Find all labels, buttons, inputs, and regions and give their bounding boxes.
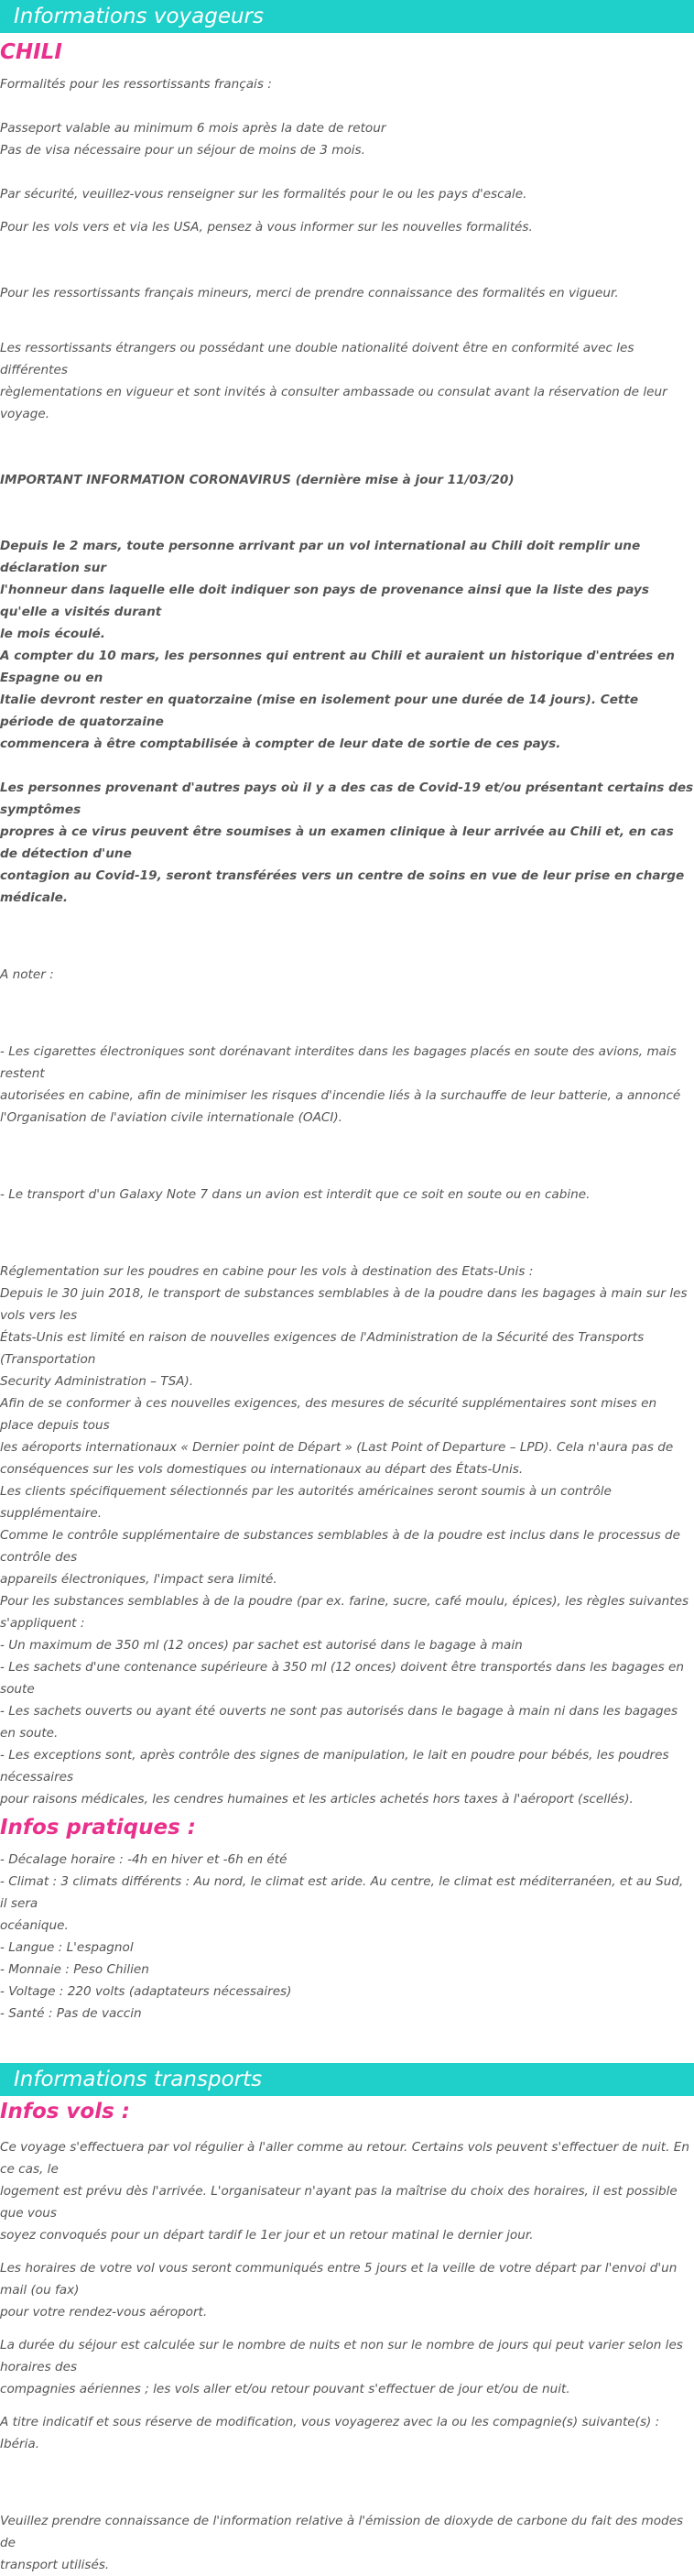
vols-p5-line: transport utilisés. [0,2558,110,2572]
poudres-line: appareils électroniques, l'impact sera limité. [0,1572,277,1587]
poudres-line: Comme le contrôle supplémentaire de substances semblables à de la poudre est inclus dans le processus de contrôle des [0,1528,681,1565]
pratiques-line: océanique. [0,1918,69,1933]
poudres-line: conséquences sur les vols domestiques ou internationaux au départ des États-Unis. [0,1462,524,1477]
pratiques-line: - Santé : Pas de vaccin [0,2006,142,2021]
poudres-line: Les clients spécifiquement sélectionnés par les autorités américaines seront soumis à un contrôle supplémentaire. [0,1484,612,1521]
corona-2-line-1: A compter du 10 mars, les personnes qui entrent au Chili et auraient un historique d'entrées en Espagne ou en [0,649,675,685]
pratiques-line: - Climat : 3 climats différents : Au nord, le climat est aride. Au centre, le climat est méditerranéen, et au Sud, il sera [0,1874,684,1911]
etrangers-line-2: règlementations en vigueur et sont invités à consulter ambassade ou consulat avant la réservation de leur voyage. [0,385,667,421]
poudres-line: - Les exceptions sont, après contrôle des signes de manipulation, le lait en poudre pour bébés, les poudres nécessaires [0,1748,669,1785]
corona-2-line-3: commencera à être comptabilisée à compter de leur date de sortie de ces pays. [0,737,561,751]
poudres-line: Security Administration – TSA). [0,1374,194,1389]
corona-1-line-1: Depuis le 2 mars, toute personne arrivant par un vol international au Chili doit remplir une déclaration sur [0,539,641,575]
pratiques-line: - Voltage : 220 volts (adaptateurs nécessaires) [0,1984,292,1999]
infos-pratiques-list [0,1849,694,2025]
poudres-text [0,1261,694,1810]
vols-p2-line: pour votre rendez-vous aéroport. [0,2305,208,2319]
etrangers-line-1: Les ressortissants étrangers ou possédant une double nationalité doivent être en conformité avec les différentes [0,341,634,377]
cigarettes-text [0,1041,694,1129]
vols-paragraph-2 [0,2257,694,2323]
poudres-line: pour raisons médicales, les cendres humaines et les articles achetés hors taxes à l'aéroport (scellés). [0,1792,634,1806]
poudres-line: Afin de se conformer à ces nouvelles exigences, des mesures de sécurité supplémentaires sont mises en place depuis tous [0,1396,657,1433]
vols-paragraph-5 [0,2510,694,2576]
vols-paragraph-4: A titre indicatif et sous réserve de modification, vous voyagerez avec la ou les compagnie(s) suivante(s) : Ibéria. [0,2415,660,2451]
pratiques-line: - Langue : L'espagnol [0,1940,134,1955]
passeport-text: Passeport valable au minimum 6 mois après la date de retour [0,121,386,136]
visa-text: Pas de visa nécessaire pour un séjour de moins de 3 mois. [0,143,365,158]
cig-line-1: - Les cigarettes électroniques sont dorénavant interdites dans les bagages placés en soute des avions, mais restent [0,1044,677,1081]
poudres-line: États-Unis est limité en raison de nouvelles exigences de l'Administration de la Sécurité des Transports (Transportation [0,1330,645,1367]
vols-paragraph-1 [0,2136,694,2246]
poudres-line: Réglementation sur les poudres en cabine pour les vols à destination des Etats-Unis : [0,1264,534,1279]
coronavirus-paragraph-2 [0,777,694,909]
corona-3-line-2: propres à ce virus peuvent être soumises à un examen clinique à leur arrivée au Chili et, en cas de détection d'une [0,824,674,861]
corona-1-line-3: le mois écoulé. [0,627,105,641]
vols-p5-line: Veuillez prendre connaissance de l'information relative à l'émission de dioxyde de carbone du fait des modes de [0,2514,684,2550]
poudres-line: - Un maximum de 350 ml (12 onces) par sachet est autorisé dans le bagage à main [0,1638,523,1653]
country-title: CHILI [0,40,62,64]
poudres-line: les aéroports internationaux « Dernier point de Départ » (Last Point of Departure – LPD). Cela n'aura pas de [0,1440,674,1455]
corona-3-line-1: Les personnes provenant d'autres pays où il y a des cas de Covid-19 et/ou présentant certains des symptômes [0,780,694,817]
section-voyageurs-header: Informations voyageurs [0,0,694,33]
corona-2-line-2: Italie devront rester en quatorzaine (mise en isolement pour une durée de 14 jours). Cette période de quatorzaine [0,693,639,729]
escale-text: Par sécurité, veuillez-vous renseigner sur les formalités pour le ou les pays d'escale. [0,187,527,202]
vols-paragraph-3 [0,2334,694,2400]
pratiques-line: - Monnaie : Peso Chilien [0,1962,149,1977]
poudres-line: Depuis le 30 juin 2018, le transport de substances semblables à de la poudre dans les bagages à main sur les vols vers les [0,1286,688,1323]
infos-vols-title: Infos vols : [0,2100,131,2123]
vols-p1-line: logement est prévu dès l'arrivée. L'organisateur n'ayant pas la maîtrise du choix des horaires, il est possible que vous [0,2184,678,2221]
corona-3-line-3: contagion au Covid-19, seront transférées vers un centre de soins en vue de leur prise en charge médicale. [0,868,685,905]
section-transports-header: Informations transports [0,2063,694,2096]
a-noter-label: A noter : [0,967,54,982]
corona-1-line-2: l'honneur dans laquelle elle doit indiquer son pays de provenance ainsi que la liste des pays qu'elle a visités durant [0,583,649,619]
mineurs-text: Pour les ressortissants français mineurs, merci de prendre connaissance des formalités en vigueur. [0,286,619,300]
poudres-line: - Les sachets d'une contenance supérieure à 350 ml (12 onces) doivent être transportés dans les bagages en soute [0,1660,684,1697]
vols-p3-line: La durée du séjour est calculée sur le nombre de nuits et non sur le nombre de jours qui peut varier selon les horaires des [0,2338,683,2374]
vols-p2-line: Les horaires de votre vol vous seront communiqués entre 5 jours et la veille de votre départ par l'envoi d'un mail (ou fax) [0,2261,678,2298]
formalites-intro: Formalités pour les ressortissants français : [0,77,272,92]
cig-line-3: l'Organisation de l'aviation civile internationale (OACI). [0,1110,343,1125]
galaxy-note-text: - Le transport d'un Galaxy Note 7 dans un avion est interdit que ce soit en soute ou en cabine. [0,1187,591,1202]
poudres-line: - Les sachets ouverts ou ayant été ouverts ne sont pas autorisés dans le bagage à main ni dans les bagages en soute. [0,1704,678,1741]
vols-p1-line: soyez convoqués pour un départ tardif le 1er jour et un retour matinal le dernier jour. [0,2228,534,2243]
poudres-line: Pour les substances semblables à de la poudre (par ex. farine, sucre, café moulu, épices), les règles suivantes s'appliquent : [0,1594,689,1631]
usa-text: Pour les vols vers et via les USA, pensez à vous informer sur les nouvelles formalités. [0,220,533,235]
infos-pratiques-title: Infos pratiques : [0,1816,196,1839]
cig-line-2: autorisées en cabine, afin de minimiser les risques d'incendie liés à la surchauffe de leur batterie, a annoncé [0,1088,681,1103]
pratiques-line: - Décalage horaire : -4h en hiver et -6h en été [0,1852,287,1867]
vols-p3-line: compagnies aériennes ; les vols aller et/ou retour pouvant s'effectuer de jour et/ou de nuit. [0,2382,570,2396]
vols-p1-line: Ce voyage s'effectuera par vol régulier à l'aller comme au retour. Certains vols peuvent s'effectuer de nuit. En ce cas, le [0,2140,689,2177]
coronavirus-paragraph-1 [0,535,694,755]
coronavirus-title: IMPORTANT INFORMATION CORONAVIRUS (dernière mise à jour 11/03/20) [0,473,515,487]
etrangers-text [0,337,694,425]
